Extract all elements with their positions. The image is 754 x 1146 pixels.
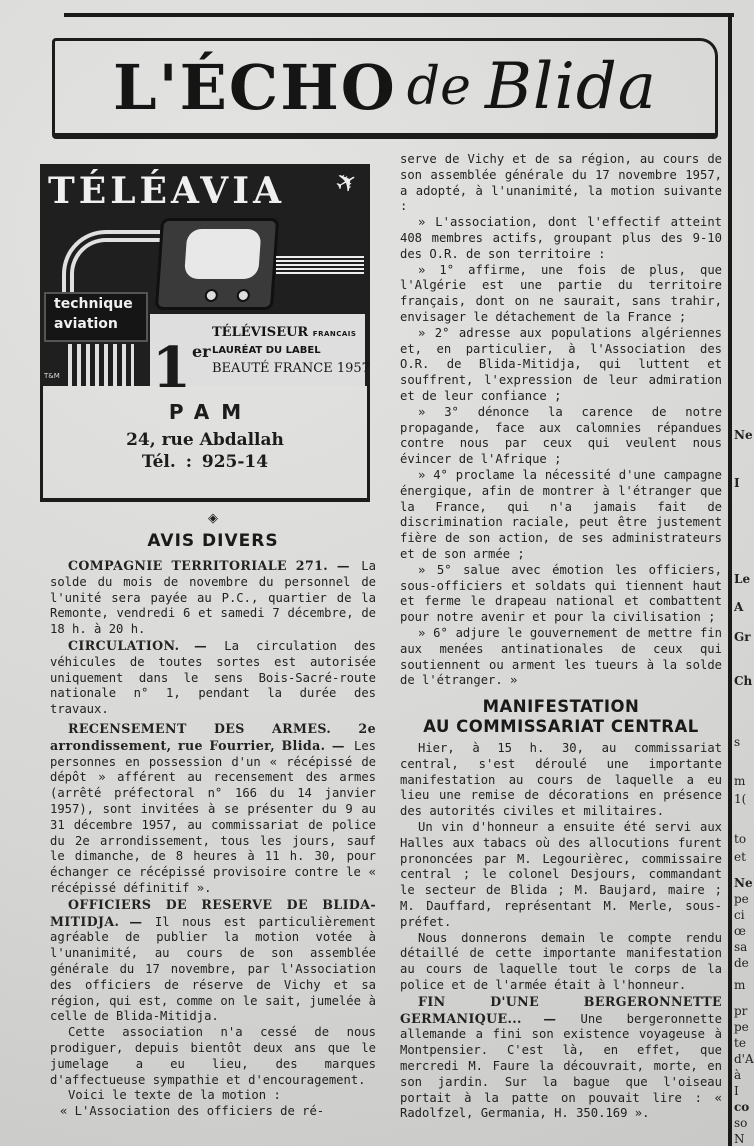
ad-rank-suffix: er <box>191 342 211 361</box>
fragment: d'A <box>734 1052 754 1066</box>
ad-arcs-decoration <box>62 230 160 294</box>
notice-text: La solde du mois de novembre du personnel de l'unité sera payée au P.C., quartier de la Remonte, vendredi 6 et samedi 7 décembre, de 18 h. à 20 h. <box>50 559 376 637</box>
avis-divers-title: AVIS DIVERS <box>147 531 279 551</box>
notice-heading: RECENSEMENT DES ARMES. 2e arrondissement, rue Fourrier, Blida. — <box>50 720 376 753</box>
ad-brand: TÉLÉAVIA <box>48 170 285 212</box>
ad-bars-decoration <box>68 344 134 386</box>
masthead-title-de: de <box>406 57 471 117</box>
fragment: sa <box>734 940 748 954</box>
motion-intro: serve de Vichy et de sa région, au cours de son assemblée générale du 17 novembre 1957, a adopté, à l'unanimité, la motion suivante : <box>400 152 722 214</box>
manifestation-paragraph: Un vin d'honneur a ensuite été servi aux Halles aux tabacs où des allocutions furent prononcées par M. Legourièrec, commissaire central ; le colonel Desjours, commandant le secteur de Blida ; M. Baujard, maire ; M. Dauffard, représentant M. Merle, sous-préfet. <box>400 820 722 929</box>
fragment: œ <box>734 924 746 938</box>
motion-point: » 5° salue avec émotion les officiers, sous-officiers et soldats qui tiennent haut et ferme le drapeau national et combattent pour notre avenir et pour la civilisation ; <box>400 562 722 625</box>
dealer-phone: Tél. : 925-14 <box>141 452 269 472</box>
television-icon <box>155 218 279 310</box>
masthead-title-echo: L'ÉCHO <box>113 50 397 124</box>
motion-column <box>400 152 722 1146</box>
manifestation-title <box>400 697 722 737</box>
notice-paragraph: « L'Association des officiers de ré- <box>60 1104 325 1119</box>
notice-text: Les personnes en possession d'un « récépissé de dépôt » afférent au recensement des armes (arrêté préfectoral n° 166 du 14 janvier 1957), sont invitées à se présenter du 9 au 31 décembre 1957, au commissariat de police du 2e arrondissement, tous les jours, sauf le dimanche, de 8 heures à 11 h. 30, pour échanger ce récépissé provisoire contre le « récépissé définitif ». <box>50 738 376 895</box>
ad-line-1 <box>212 324 364 343</box>
fragment: de <box>734 956 749 970</box>
page-border-top <box>64 13 734 17</box>
ad-speed-lines <box>276 256 364 276</box>
fragment: Ne <box>734 876 753 890</box>
bergeronnette-article <box>400 994 722 1122</box>
motion-point: » 6° adjure le gouvernement de mettre fin aux menées antinationales de ceux qui soutiennent ou arment les tueurs à la solde de l'étranger. » <box>400 625 722 688</box>
ad-line-3: BEAUTÉ FRANCE 1957 <box>212 361 370 376</box>
column-rule <box>728 13 732 1146</box>
ad-tagline-1: technique <box>54 296 133 312</box>
manifestation-paragraph: Hier, à 15 h. 30, au commissariat central, s'est déroulé une importante manifestation au cours de laquelle a eu lieu une remise de décorations en présence des autorités civiles et militaires. <box>400 741 722 819</box>
fragment: pe <box>734 892 749 906</box>
masthead <box>52 38 718 139</box>
ad-dealer-box <box>40 386 370 502</box>
ad-artist-mark: T&M <box>44 372 60 380</box>
motion-point: » L'association, dont l'effectif atteint 408 membres actifs, groupant plus des 9-10 des O.R. de son territoire : <box>400 215 722 261</box>
manifestation-title-line-2: AU COMMISSARIAT CENTRAL <box>423 717 699 737</box>
fragment: I <box>734 1084 739 1098</box>
tv-knob-icon <box>204 289 218 302</box>
motion-point: » 1° affirme, une fois de plus, que l'Algérie est une partie du territoire français, dont on ne saurait, sans trahir, envisager le détachement de la France ; <box>400 262 722 324</box>
motion-point: » 3° dénonce la carence de notre propagande, face aux calomnies répandues contre nous par ceux qui veulent nous évincer de l'Afrique ; <box>400 404 722 467</box>
avis-divers-column <box>50 558 376 1120</box>
ad-line-1-main: TÉLÉVISEUR <box>212 325 309 340</box>
fragment: Ne <box>734 428 753 442</box>
fragment: et <box>734 850 746 864</box>
fragment: N <box>734 1132 745 1146</box>
manifestation-paragraph: Nous donnerons demain le compte rendu détaillé de cette importante manifestation au cours de laquelle tout le corps de la police et de l'armée était à l'honneur. <box>400 930 722 993</box>
notice-heading: OFFICIERS DE RESERVE DE BLIDA-MITIDJA. — <box>50 896 376 929</box>
tv-knob-icon <box>236 289 250 302</box>
dealer-address: 24, rue Abdallah <box>126 430 284 450</box>
fragment: so <box>734 1116 748 1130</box>
notice-paragraph: Voici le texte de la motion : <box>68 1088 281 1103</box>
fragment: A <box>734 600 744 614</box>
notice-item <box>50 897 376 1025</box>
notice-item <box>50 558 376 638</box>
notice-item <box>50 638 376 718</box>
teleavia-advertisement <box>40 164 370 502</box>
fragment: ci <box>734 908 745 922</box>
fragment: Gr <box>734 630 751 644</box>
notice-text: Il nous est particulièrement agréable de publier la motion votée à l'unanimité, au cours de son assemblée générale du 17 novembre, par l'Association des officiers de réserve de Vichy et sa région, qui est, comme on le sait, jumelée à celle de Blida-Mitidja. <box>50 914 376 1024</box>
ad-tagline-flag <box>44 292 148 342</box>
fragment: co <box>734 1100 750 1114</box>
fragment: m <box>734 978 746 992</box>
airplane-icon: ✈ <box>329 164 364 202</box>
bergeronnette-text: Une bergeronnette allemande a fini son existence voyageuse à Montpensier. C'est là, en effet, que mercredi M. Faure la découvrait, morte, en son jardin. Sur la bague que l'oiseau portait à la patte on pouvait lire : « Radolfzel, Germania, H. 350.169 ». <box>400 1011 722 1121</box>
notice-item <box>50 721 376 897</box>
motion-point: » 4° proclame la nécessité d'une campagne énergique, afin de montrer à l'étranger que la France, qui n'a jamais fait de discrimination raciale, peut être justement fière de son action, de ses administrateurs et de son armée ; <box>400 467 722 561</box>
left-column <box>50 510 376 1146</box>
fragment: pe <box>734 1020 749 1034</box>
fragment: Le <box>734 572 751 586</box>
fragment: s <box>734 735 741 749</box>
ad-tagline-2: aviation <box>54 316 118 332</box>
tv-screen <box>184 229 261 279</box>
ad-line-2: LAURÉAT DU LABEL <box>212 345 321 356</box>
ad-line-1-small: FRANCAIS <box>312 330 357 338</box>
motion-point: » 2° adresse aux populations algériennes et, en particulier, à l'Association des O.R. de Blida-Mitidja, qui luttent et souffrent, l'expression de leur admiration et de leur confiance ; <box>400 325 722 403</box>
fragment: Ch <box>734 674 753 688</box>
ad-rank-number: 1 <box>152 335 191 401</box>
fragment: à <box>734 1068 742 1082</box>
fragment: to <box>734 832 747 846</box>
bergeronnette-heading: FIN D'UNE BERGERONNETTE GERMANIQUE... — <box>400 993 722 1026</box>
notice-heading: COMPAGNIE TERRITORIALE 271. — <box>68 558 350 573</box>
fragment: I <box>734 476 740 490</box>
masthead-title-blida: Blida <box>484 50 657 124</box>
ad-illustration <box>40 164 370 401</box>
fragment: m <box>734 774 746 788</box>
ornament-icon: ◈ <box>208 511 218 526</box>
fragment: 1( <box>734 792 747 806</box>
fragment: te <box>734 1036 746 1050</box>
notice-text: La circulation des véhicules de toutes sortes est autorisée uniquement dans le sens Bois-Sacré-route nationale n° 1, pendant la durée des travaux. <box>50 638 376 717</box>
ad-award-text <box>212 324 370 379</box>
fragment: pr <box>734 1004 748 1018</box>
manifestation-title-line-1: MANIFESTATION <box>482 697 640 717</box>
dealer-name: PAM <box>168 400 254 424</box>
notice-heading: CIRCULATION. — <box>68 637 208 653</box>
notice-paragraph: Cette association n'a cessé de nous prodiguer, depuis bientôt deux ans que le jumelage a eu lieu, des marques d'affectueuse sympathie et d'encouragement. <box>50 1025 376 1087</box>
